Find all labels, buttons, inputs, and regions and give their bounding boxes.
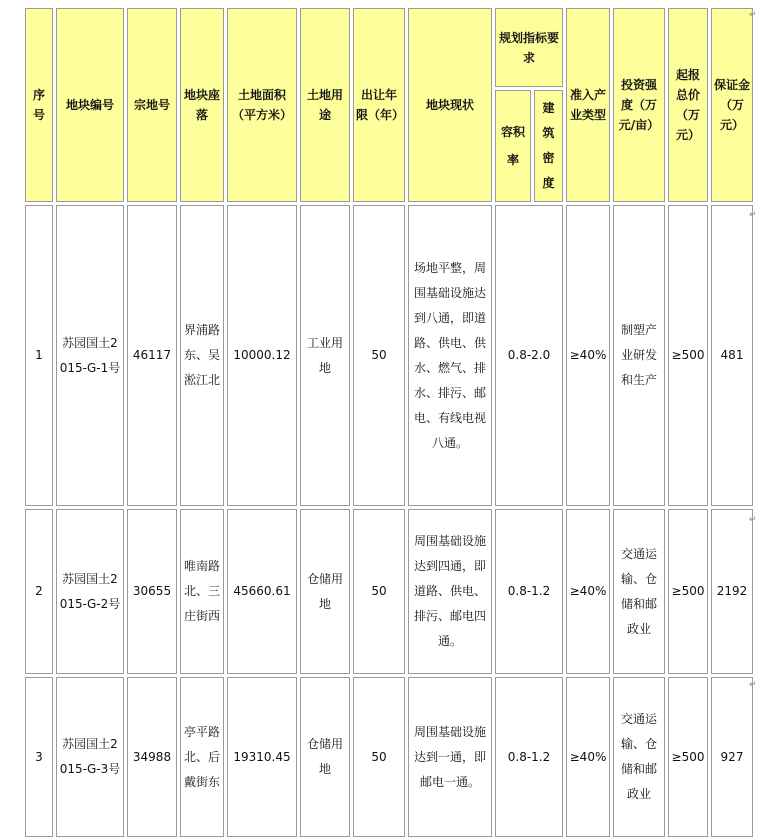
cell-deposit: 481 — [711, 205, 753, 506]
cell-investment: ≥500 — [668, 509, 708, 674]
header-planning: 规划指标要求 — [495, 8, 563, 87]
cell-seq: 2 — [25, 509, 53, 674]
table-row — [25, 509, 753, 674]
cell-far: 0.8-1.2 — [495, 677, 563, 837]
cell-seq: 3 — [25, 677, 53, 837]
header-term: 出让年限（年） — [353, 8, 405, 202]
row-end-mark: ↵ — [749, 680, 757, 690]
header-status: 地块现状 — [408, 8, 492, 202]
cell-deposit: 927 — [711, 677, 753, 837]
table-row — [25, 205, 753, 506]
cell-area: 10000.12 — [227, 205, 297, 506]
cell-investment: ≥500 — [668, 205, 708, 506]
row-end-mark: ↵ — [749, 10, 757, 20]
cell-far: 0.8-2.0 — [495, 205, 563, 506]
cell-land-use: 仓储用地 — [300, 677, 350, 837]
cell-location: 唯南路北、三庄街西 — [180, 509, 224, 674]
cell-deposit: 2192 — [711, 509, 753, 674]
header-start-price: 起报总价（万元） — [668, 8, 708, 202]
header-far: 容积率 — [495, 90, 531, 202]
cell-density: ≥40% — [566, 677, 610, 837]
cell-land-use: 仓储用地 — [300, 509, 350, 674]
cell-area: 19310.45 — [227, 677, 297, 837]
cell-lot-number: 30655 — [127, 509, 177, 674]
table-row — [25, 677, 753, 837]
land-parcel-table — [22, 5, 756, 840]
cell-lot-number: 46117 — [127, 205, 177, 506]
cell-status: 周围基础设施达到四通，即道路、供电、排污、邮电四通。 — [408, 509, 492, 674]
cell-status: 场地平整，周围基础设施达到八通，即道路、供电、供水、燃气、排水、排污、邮电、有线电视八通。 — [408, 205, 492, 506]
header-industry: 准入产业类型 — [566, 8, 610, 202]
cell-seq: 1 — [25, 205, 53, 506]
cell-industry: 交通运输、仓储和邮政业 — [613, 677, 665, 837]
cell-industry: 交通运输、仓储和邮政业 — [613, 509, 665, 674]
cell-plot-code: 苏园国土2015-G-3号 — [56, 677, 124, 837]
cell-term: 50 — [353, 509, 405, 674]
cell-term: 50 — [353, 205, 405, 506]
cell-status: 周围基础设施达到一通，即邮电一通。 — [408, 677, 492, 837]
cell-location: 界浦路东、吴淞江北 — [180, 205, 224, 506]
cell-density: ≥40% — [566, 509, 610, 674]
cell-location: 亭平路北、后戴街东 — [180, 677, 224, 837]
header-deposit: 保证金（万元） — [711, 8, 753, 202]
cell-term: 50 — [353, 677, 405, 837]
header-plot-code: 地块编号 — [56, 8, 124, 202]
header-investment: 投资强度（万元/亩） — [613, 8, 665, 202]
header-location: 地块座落 — [180, 8, 224, 202]
cell-industry: 制塑产业研发和生产 — [613, 205, 665, 506]
cell-lot-number: 34988 — [127, 677, 177, 837]
header-seq: 序号 — [25, 8, 53, 202]
header-lot-number: 宗地号 — [127, 8, 177, 202]
header-area: 土地面积（平方米） — [227, 8, 297, 202]
cell-far: 0.8-1.2 — [495, 509, 563, 674]
row-end-mark: ↵ — [749, 515, 757, 525]
cell-land-use: 工业用地 — [300, 205, 350, 506]
cell-plot-code: 苏园国土2015-G-1号 — [56, 205, 124, 506]
cell-plot-code: 苏园国土2015-G-2号 — [56, 509, 124, 674]
header-density: 建筑密度 — [534, 90, 563, 202]
header-land-use: 土地用途 — [300, 8, 350, 202]
cell-area: 45660.61 — [227, 509, 297, 674]
cell-density: ≥40% — [566, 205, 610, 506]
row-end-mark: ↵ — [749, 210, 757, 220]
cell-investment: ≥500 — [668, 677, 708, 837]
